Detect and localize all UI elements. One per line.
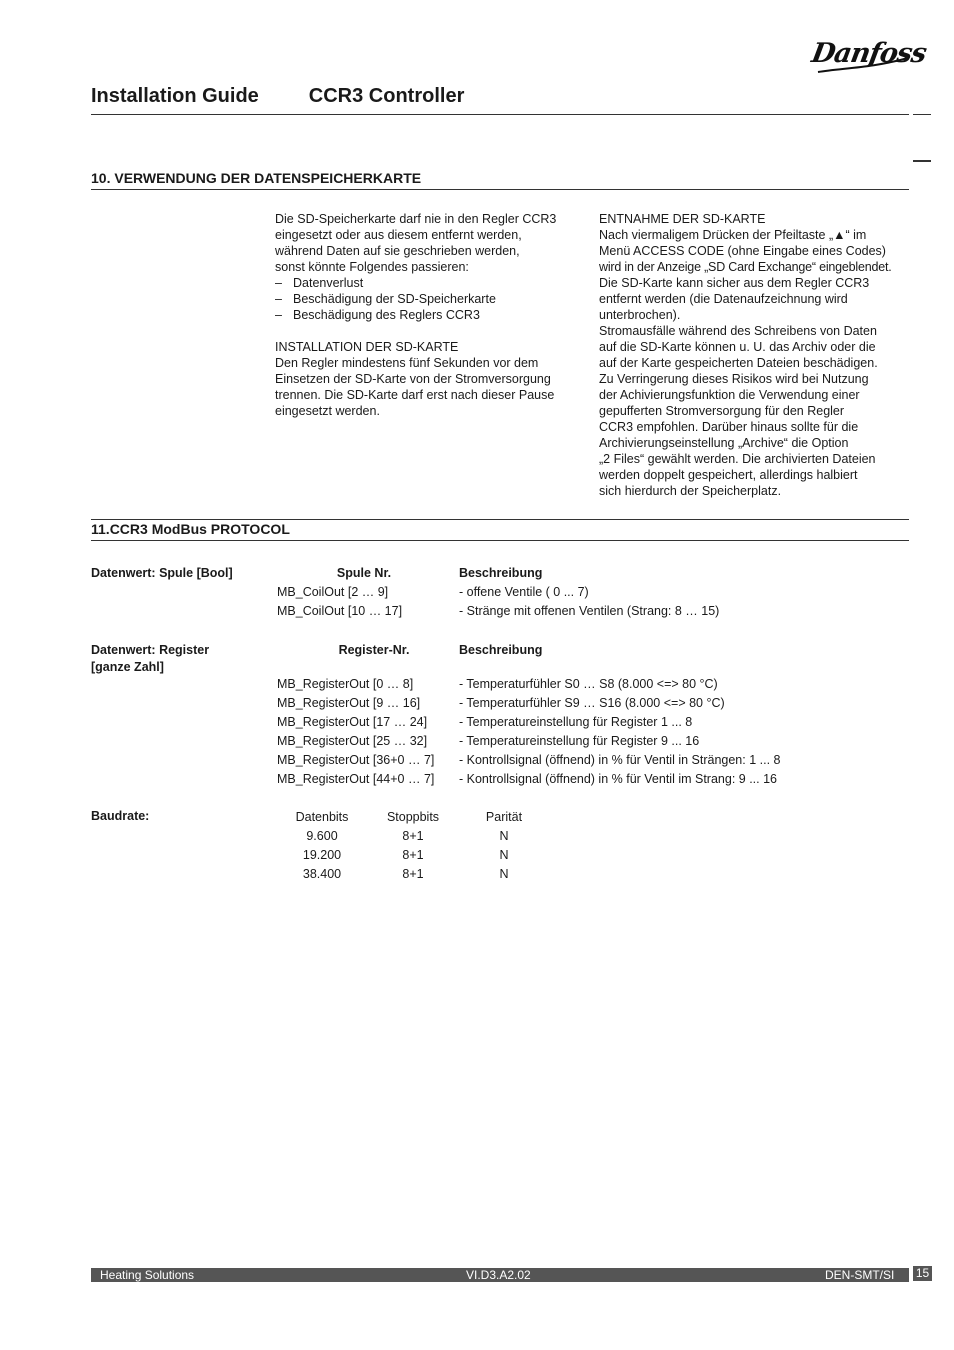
remove-line: wird in der Anzeige „SD Card Exchange“ eingeblendet. — [599, 260, 892, 274]
margin-mark-tab — [913, 160, 931, 162]
baud-cell: 38.400 — [302, 867, 342, 881]
footer-right: DEN-SMT/SI — [825, 1268, 895, 1282]
baud-cell: 8+1 — [402, 829, 424, 843]
baud-cell: N — [499, 867, 509, 881]
baud-cell: 8+1 — [402, 848, 424, 862]
coil-col-header: Spule Nr. — [336, 566, 392, 580]
remove-line: Nach viermaligem Drücken der Pfeiltaste „▲“ im — [599, 228, 867, 242]
install-line: trennen. Die SD-Karte darf erst nach dieser Pause — [275, 388, 555, 402]
register-desc-cell: - Temperatureinstellung für Register 1 ... 8 — [459, 715, 693, 729]
install-line: Einsetzen der SD-Karte von der Stromversorgung — [275, 372, 551, 386]
warning-line: während Daten auf sie geschrieben werden, — [275, 244, 520, 258]
register-desc-header: Beschreibung — [459, 643, 543, 657]
section-11-top-rule — [91, 519, 909, 520]
danfoss-logo — [809, 38, 929, 78]
coil-label: Datenwert: Spule [Bool] — [91, 566, 233, 580]
bullet-item — [275, 275, 585, 291]
register-addr-cell: MB_RegisterOut [25 … 32] — [277, 734, 428, 748]
remove-line: Archivierungseinstellung „Archive“ die Option — [599, 436, 849, 450]
register-label-line1: Datenwert: Register — [91, 643, 210, 657]
remove-line: Menü ACCESS CODE (ohne Eingabe eines Codes) — [599, 244, 886, 258]
footer-left: Heating Solutions — [100, 1268, 195, 1282]
coil-addr-cell: MB_CoilOut [10 … 17] — [277, 604, 403, 618]
baud-cell: 19.200 — [302, 848, 342, 862]
register-col-header: Register-Nr. — [338, 643, 410, 657]
coil-addr-cell: MB_CoilOut [2 … 9] — [277, 585, 389, 599]
page-title — [91, 85, 464, 108]
register-addr-cell: MB_RegisterOut [36+0 … 7] — [277, 753, 435, 767]
coil-desc-header: Beschreibung — [459, 566, 543, 580]
bullet-item — [275, 307, 585, 323]
register-addr-cell: MB_RegisterOut [9 … 16] — [277, 696, 421, 710]
register-desc-cell: - Kontrollsignal (öffnend) in % für Ventil in Strängen: 1 ... 8 — [459, 753, 781, 767]
sd-warning-column — [275, 211, 585, 419]
baud-header-stopbits: Stoppbits — [386, 810, 440, 824]
header-rule — [91, 114, 909, 115]
remove-line: Die SD-Karte kann sicher aus dem Regler CCR3 — [599, 276, 870, 290]
baud-cell: N — [499, 829, 509, 843]
remove-line: Zu Verringerung dieses Risikos wird bei Nutzung — [599, 372, 869, 386]
baud-cell: 9.600 — [306, 829, 338, 843]
warning-line: Die SD-Speicherkarte darf nie in den Regler CCR3 — [275, 212, 557, 226]
baud-label: Baudrate: — [91, 809, 150, 823]
remove-line: Stromausfälle während des Schreibens von Daten — [599, 324, 877, 338]
baud-header-parity: Parität — [485, 810, 523, 824]
remove-line: entfernt werden (die Datenaufzeichnung wird — [599, 292, 848, 306]
register-addr-cell: MB_RegisterOut [0 … 8] — [277, 677, 414, 691]
install-heading: INSTALLATION DER SD-KARTE — [275, 340, 459, 354]
bullet-dash: – — [275, 292, 282, 306]
baud-header-databits: Datenbits — [295, 810, 349, 824]
baud-cell: 8+1 — [402, 867, 424, 881]
remove-line: „2 Files“ gewählt werden. Die archivierten Dateien — [599, 452, 876, 466]
section-10-rule — [91, 189, 909, 190]
bullet-dash: – — [275, 276, 282, 290]
footer-doc-code: VI.D3.A2.02 — [466, 1268, 531, 1282]
baud-cell: N — [499, 848, 509, 862]
sd-removal-column — [599, 211, 911, 499]
remove-line: CCR3 empfohlen. Darüber hinaus sollte für die — [599, 420, 859, 434]
register-desc-cell: - Temperatureinstellung für Register 9 ... 16 — [459, 734, 700, 748]
register-label-line2: [ganze Zahl] — [91, 660, 164, 674]
coil-desc-cell: - offene Ventile ( 0 ... 7) — [459, 585, 589, 599]
remove-line: gepufferten Stromversorgung für den Regler — [599, 404, 845, 418]
section-11-rule — [91, 540, 909, 541]
section-10-heading: 10. VERWENDUNG DER DATENSPEICHERKARTE — [91, 170, 422, 186]
section-11-heading: 11.CCR3 ModBus PROTOCOL — [91, 521, 290, 537]
page-number: 15 — [913, 1266, 932, 1281]
remove-line: sich hierdurch der Speicherplatz. — [599, 484, 782, 498]
warning-line: sonst könnte Folgendes passieren: — [275, 260, 469, 274]
bullet-text: Beschädigung des Reglers CCR3 — [293, 308, 480, 322]
register-addr-cell: MB_RegisterOut [44+0 … 7] — [277, 772, 435, 786]
bullet-dash: – — [275, 308, 282, 322]
remove-heading: ENTNAHME DER SD-KARTE — [599, 212, 766, 226]
doc-type-title: Installation Guide — [91, 85, 259, 107]
bullet-text: Datenverlust — [293, 276, 364, 290]
remove-line: auf die SD-Karte können u. U. das Archiv oder die — [599, 340, 876, 354]
product-title: CCR3 Controller — [308, 85, 465, 107]
logo-text: Danfoss — [809, 38, 929, 69]
coil-desc-cell: - Stränge mit offenen Ventilen (Strang: 8 … 15) — [459, 604, 720, 618]
remove-line: der Achivierungsfunktion die Verwendung einer — [599, 388, 860, 402]
margin-mark-top — [913, 114, 931, 115]
register-addr-cell: MB_RegisterOut [17 … 24] — [277, 715, 428, 729]
remove-line: unterbrochen). — [599, 308, 681, 322]
install-line: eingesetzt werden. — [275, 404, 380, 418]
register-desc-cell: - Temperaturfühler S0 … S8 (8.000 <=> 80 °C) — [459, 677, 718, 691]
remove-line: auf der Karte gespeicherten Dateien beschädigen. — [599, 356, 878, 370]
register-desc-cell: - Temperaturfühler S9 … S16 (8.000 <=> 80 °C) — [459, 696, 725, 710]
bullet-item — [275, 291, 585, 307]
install-line: Den Regler mindestens fünf Sekunden vor dem — [275, 356, 539, 370]
remove-line: werden doppelt gespeichert, allerdings halbiert — [599, 468, 858, 482]
warning-line: eingesetzt oder aus diesem entfernt werden, — [275, 228, 522, 242]
register-desc-cell: - Kontrollsignal (öffnend) in % für Ventil im Strang: 9 ... 16 — [459, 772, 777, 786]
bullet-text: Beschädigung der SD-Speicherkarte — [293, 292, 496, 306]
